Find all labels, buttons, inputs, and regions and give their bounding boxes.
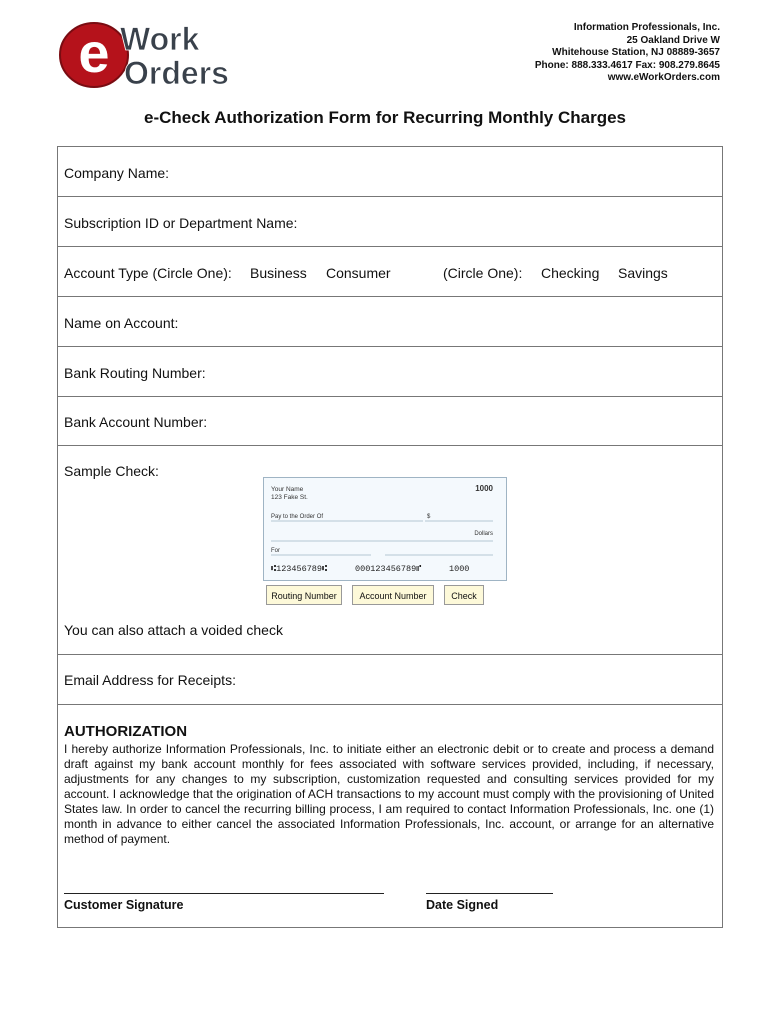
check-number-tag: Check — [444, 585, 484, 605]
company-name: Information Professionals, Inc. — [573, 22, 720, 33]
routing-label: Bank Routing Number: — [64, 365, 206, 381]
email-row[interactable] — [58, 655, 722, 705]
logo-word-orders: Orders — [124, 55, 229, 90]
sample-check-image — [263, 477, 508, 607]
company-website[interactable]: www.eWorkOrders.com — [607, 72, 720, 83]
check-number: 1000 — [475, 484, 493, 493]
account-number-tag: Account Number — [352, 585, 434, 605]
check-micr-routing: ⑆123456789⑆ — [271, 564, 328, 574]
check-your-name: Your Name — [271, 486, 304, 493]
authorization-text: I hereby authorize Information Professionals, Inc. to initiate either an electronic debit or to create and process a demand draft against my bank account monthly for fees associated with software services provided, including, if necessary, adjustments for any changes to my subscription, customization requested and consulting services provided for my account. I acknowledge that the origination of ACH transactions to my account must comply with the provisioning of United States law. In order to cancel the recurring billing process, I am required to contact Information Professionals, Inc. one (1) month in advance to either cancel the associated Information Professionals, Inc. account, or arrange for an alternative method of payment. — [64, 742, 714, 846]
form-title: e-Check Authorization Form for Recurring Monthly Charges — [143, 108, 627, 127]
account-number-row[interactable] — [58, 397, 722, 446]
name-on-account-row[interactable] — [58, 297, 722, 347]
company-city: Whitehouse Station, NJ 08889-3657 — [552, 47, 720, 58]
check-micr-number: 1000 — [449, 564, 470, 574]
subscription-row[interactable] — [58, 197, 722, 247]
check-dollar-sign: $ — [427, 514, 431, 520]
account-type-label: Account Type (Circle One): — [64, 265, 232, 281]
check-pay-to: Pay to the Order Of — [271, 514, 324, 520]
consumer-option[interactable]: Consumer — [326, 265, 391, 281]
date-label: Date Signed — [426, 898, 499, 912]
checking-option[interactable]: Checking — [541, 265, 600, 281]
authorization-form — [57, 146, 723, 928]
company-name-label: Company Name: — [64, 165, 170, 181]
authorization-section — [58, 705, 722, 927]
subscription-label: Subscription ID or Department Name: — [64, 215, 298, 231]
routing-row[interactable] — [58, 347, 722, 397]
check-dollars: Dollars — [474, 531, 493, 537]
check-micr-account: 000123456789⑈ — [355, 564, 422, 574]
account-number-label: Bank Account Number: — [64, 414, 208, 430]
date-line[interactable] — [426, 893, 553, 894]
account-type-row — [58, 247, 722, 297]
signature-label: Customer Signature — [64, 898, 184, 912]
sample-check-label: Sample Check: — [64, 463, 159, 479]
check-for: For — [271, 548, 280, 554]
authorization-heading: AUTHORIZATION — [64, 723, 188, 740]
voided-check-note: You can also attach a voided check — [64, 622, 283, 638]
signature-line[interactable] — [64, 893, 384, 894]
eworkorders-logo — [58, 20, 240, 90]
routing-number-tag: Routing Number — [266, 585, 342, 605]
check-address: 123 Fake St. — [271, 494, 308, 501]
savings-option[interactable]: Savings — [618, 265, 668, 281]
company-phone: Phone: 888.333.4617 Fax: 908.279.8645 — [534, 59, 720, 71]
logo-letter: e — [78, 21, 110, 84]
logo-word-work: Work — [120, 21, 200, 57]
business-option[interactable]: Business — [250, 265, 307, 281]
name-on-account-label: Name on Account: — [64, 315, 179, 331]
company-info — [535, 22, 720, 85]
company-street: 25 Oakland Drive W — [626, 34, 720, 46]
circle-one-label: (Circle One): — [443, 265, 523, 281]
email-label: Email Address for Receipts: — [64, 672, 236, 688]
company-name-row[interactable] — [58, 147, 722, 197]
sample-check-row — [58, 446, 722, 655]
